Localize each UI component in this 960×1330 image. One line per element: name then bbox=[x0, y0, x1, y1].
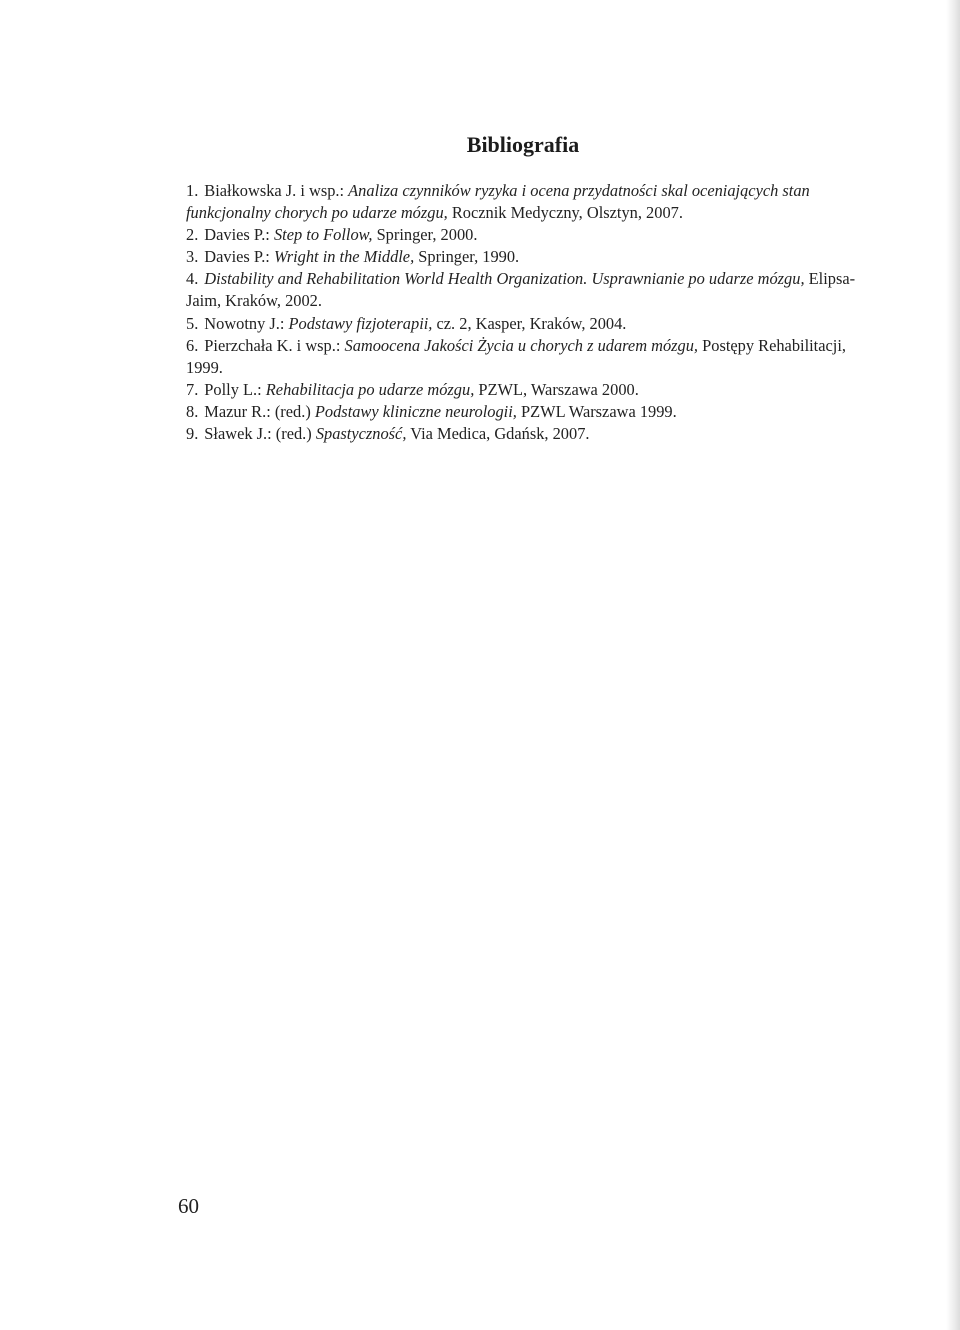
reference-authors: Białkowska J. i wsp.: bbox=[204, 181, 349, 200]
reference-item-5 bbox=[186, 313, 868, 335]
reference-publication: Springer, 2000. bbox=[372, 225, 478, 245]
reference-title: Step to Follow, bbox=[273, 225, 373, 245]
bibliography-list bbox=[186, 180, 868, 445]
reference-title: Samoocena Jakości Życia u chorych z udarem mózgu, bbox=[344, 335, 699, 355]
reference-authors: Davies P.: bbox=[204, 225, 274, 245]
reference-title: Distability and Rehabilitation World Health Organization. Usprawnianie po udarze mózgu, bbox=[204, 269, 805, 289]
reference-number: 9. bbox=[186, 424, 199, 444]
reference-authors: Sławek J.: (red.) bbox=[204, 424, 316, 444]
reference-authors: Mazur R.: (red.) bbox=[204, 401, 315, 421]
reference-title: Podstawy fizjoterapii, bbox=[288, 313, 433, 333]
reference-item-7 bbox=[186, 379, 868, 401]
reference-publication: Postępy Rehabilitacji, 1999. bbox=[186, 335, 846, 377]
reference-number: 6. bbox=[186, 335, 199, 355]
page-title: Bibliografia bbox=[466, 132, 580, 157]
reference-publication: Rocznik Medyczny, Olsztyn, 2007. bbox=[447, 203, 683, 223]
reference-publication: Via Medica, Gdańsk, 2007. bbox=[406, 424, 590, 444]
reference-item-9 bbox=[186, 423, 868, 445]
reference-item-4 bbox=[186, 268, 868, 312]
reference-item-3 bbox=[186, 246, 868, 268]
reference-title: Wright in the Middle, bbox=[273, 247, 415, 267]
page-number: 60 bbox=[178, 1194, 199, 1218]
reference-item-2 bbox=[186, 224, 868, 246]
reference-title: Podstawy kliniczne neurologii, bbox=[314, 401, 517, 421]
reference-title: Spastyczność, bbox=[315, 424, 407, 444]
reference-authors: Pierzchała K. i wsp.: bbox=[204, 335, 345, 355]
reference-authors: Polly L.: bbox=[204, 379, 266, 399]
reference-title: Rehabilitacja po udarze mózgu, bbox=[265, 379, 475, 399]
reference-publication: PZWL, Warszawa 2000. bbox=[474, 379, 639, 399]
reference-publication: PZWL Warszawa 1999. bbox=[516, 401, 677, 421]
reference-number: 4. bbox=[186, 269, 199, 289]
reference-number: 3. bbox=[186, 247, 199, 267]
reference-item-1 bbox=[186, 180, 868, 224]
reference-publication: cz. 2, Kasper, Kraków, 2004. bbox=[432, 313, 627, 333]
reference-number: 2. bbox=[186, 225, 199, 245]
reference-publication: Elipsa-Jaim, Kraków, 2002. bbox=[186, 269, 856, 311]
reference-number: 1. bbox=[186, 181, 199, 200]
reference-publication: Springer, 1990. bbox=[414, 247, 520, 267]
reference-authors: Nowotny J.: bbox=[204, 313, 289, 333]
reference-item-8 bbox=[186, 401, 868, 423]
reference-title: Analiza czynników ryzyka i ocena przydatności skal oceniających stan funkcjonalny chorych po udarze mózgu, bbox=[186, 181, 810, 223]
reference-number: 7. bbox=[186, 379, 199, 399]
scan-edge bbox=[946, 0, 960, 1330]
reference-authors: Davies P.: bbox=[204, 247, 274, 267]
reference-number: 5. bbox=[186, 313, 199, 333]
reference-number: 8. bbox=[186, 401, 199, 421]
reference-item-6 bbox=[186, 335, 868, 379]
